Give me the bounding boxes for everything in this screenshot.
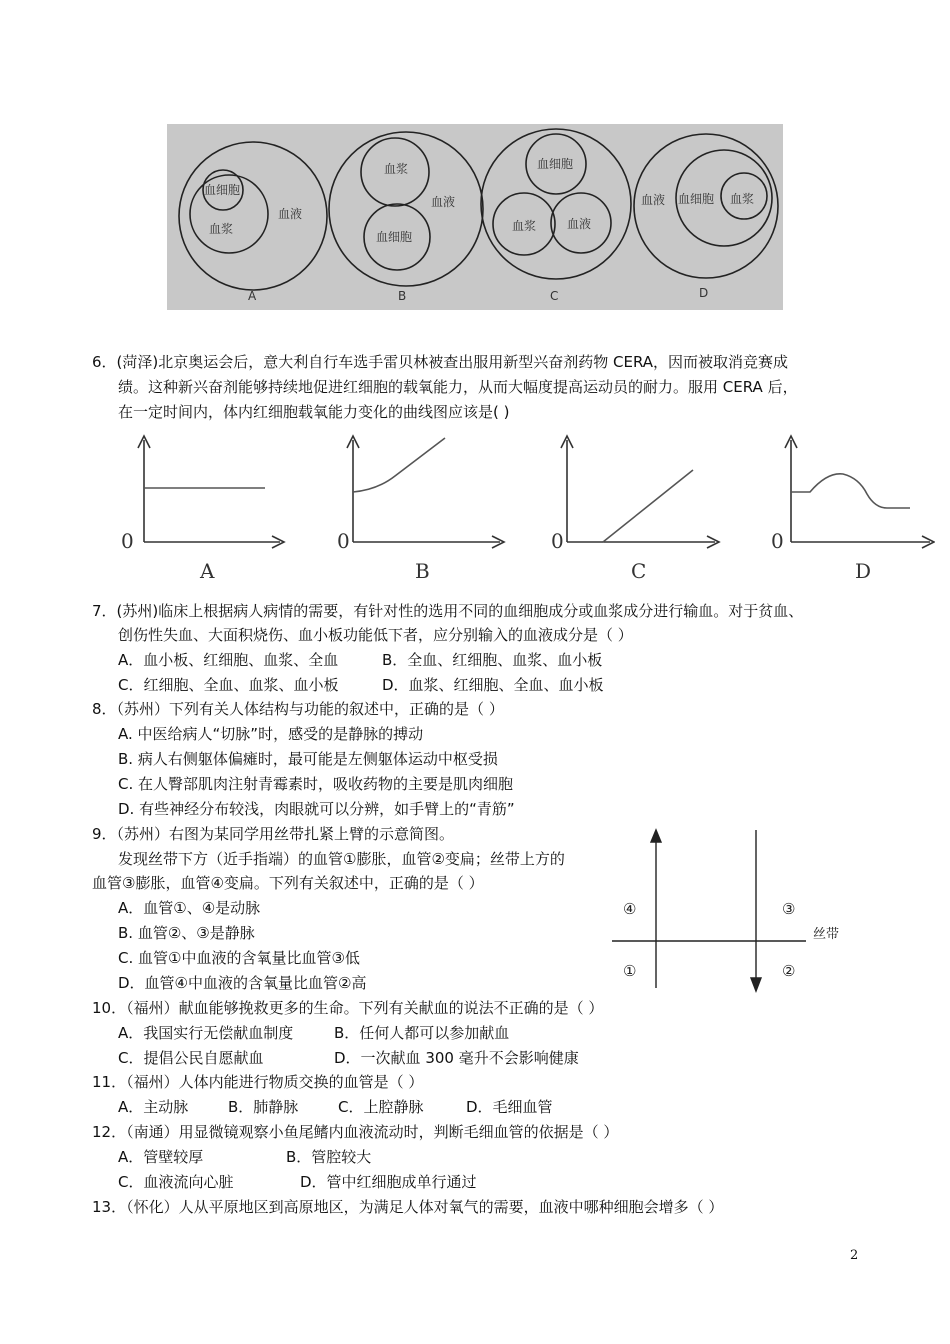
q8-option-a: A. 中医给病人“切脉”时，感受的是静脉的搏动 — [118, 725, 424, 743]
venn-a-cell-label: 血细胞 — [204, 183, 241, 197]
q9-arm-band-figure — [610, 826, 850, 996]
q10-option-c: C．提倡公民自愿献血 — [118, 1049, 264, 1067]
q9-option-a: A．血管①、④是动脉 — [118, 899, 261, 917]
q6-line-2: 绩。这种新兴奋剂能够持续地促进红细胞的载氧能力，从而大幅度提高运动员的耐力。服用 CERA 后， — [118, 378, 798, 396]
q12-option-a: A．管壁较厚 — [118, 1148, 204, 1166]
q9-line-1: 9．（苏州）右图为某同学用丝带扎紧上臂的示意简图。 — [92, 825, 455, 843]
venn-option-b: B — [398, 289, 407, 303]
q12-option-b: B．管腔较大 — [286, 1148, 372, 1166]
q12-option-d: D．管中红细胞成单行通过 — [300, 1173, 477, 1191]
graph-a-letter: A — [200, 559, 215, 583]
q7-line-2: 创伤性失血、大面积烧伤、血小板功能低下者，应分别输入的血液成分是（ ） — [118, 626, 633, 644]
q8-stem: 8．（苏州）下列有关人体结构与功能的叙述中，正确的是（ ） — [92, 700, 504, 718]
venn-a-plasma-label: 血浆 — [209, 222, 234, 236]
venn-a-blood-label: 血液 — [278, 207, 303, 221]
venn-c-blood-label: 血液 — [567, 217, 592, 231]
venn-diagram-figure — [167, 124, 783, 310]
q10-option-b: B．任何人都可以参加献血 — [334, 1024, 510, 1042]
vessel-4-label: ④ — [623, 900, 637, 918]
q7-option-d: D．血浆、红细胞、全血、血小板 — [382, 676, 604, 694]
q13-stem: 13．（怀化）人从平原地区到高原地区，为满足人体对氧气的需要，血液中哪种细胞会增多（ ） — [92, 1198, 724, 1216]
q10-option-a: A．我国实行无偿献血制度 — [118, 1024, 294, 1042]
graph-c-curve — [603, 470, 693, 542]
vessel-3-label: ③ — [782, 900, 796, 918]
q11-option-a: A．主动脉 — [118, 1098, 189, 1116]
q11-stem: 11．（福州）人体内能进行物质交换的血管是（ ） — [92, 1073, 424, 1091]
q6-graphs-svg — [115, 432, 935, 592]
venn-diagram-svg — [167, 124, 783, 310]
graph-a-origin: 0 — [121, 529, 134, 553]
venn-b-outer-circle — [329, 132, 483, 286]
q7-line-1: 7．(苏州)临床上根据病人病情的需要，有针对性的选用不同的血细胞成分或血浆成分进行输血。对于贫血、 — [92, 602, 804, 620]
venn-d-cell-label: 血细胞 — [678, 192, 715, 206]
silk-band-label: 丝带 — [813, 927, 840, 942]
vessel-left-arrow — [651, 830, 661, 842]
vessel-right-arrow — [751, 978, 761, 991]
q9-option-d: D．血管④中血液的含氧量比血管②高 — [118, 974, 367, 992]
graph-d-origin: 0 — [771, 529, 784, 553]
q9-line-2: 发现丝带下方（近手指端）的血管①膨胀，血管②变扁；丝带上方的 — [118, 850, 565, 868]
q11-option-b: B．肺静脉 — [228, 1098, 299, 1116]
venn-b-cell-label: 血细胞 — [376, 230, 413, 244]
q6-line-3: 在一定时间内，体内红细胞载氧能力变化的曲线图应该是( ) — [118, 403, 510, 421]
q12-option-c: C．血液流向心脏 — [118, 1173, 234, 1191]
q11-option-c: C．上腔静脉 — [338, 1098, 424, 1116]
q11-option-d: D．毛细血管 — [466, 1098, 553, 1116]
q12-stem: 12．（南通）用显微镜观察小鱼尾鳍内血液流动时，判断毛细血管的依据是（ ） — [92, 1123, 619, 1141]
vessel-1-label: ① — [623, 962, 637, 980]
q7-option-a: A．血小板、红细胞、血浆、全血 — [118, 651, 339, 669]
q7-option-c: C．红细胞、全血、血浆、血小板 — [118, 676, 339, 694]
graph-b-origin: 0 — [337, 529, 350, 553]
q9-option-c: C. 血管①中血液的含氧量比血管③低 — [118, 949, 360, 967]
venn-c-plasma-label: 血浆 — [512, 219, 537, 233]
venn-option-a: A — [248, 289, 257, 303]
venn-option-c: C — [550, 289, 559, 303]
graph-d-curve — [791, 474, 910, 508]
graph-c-origin: 0 — [551, 529, 564, 553]
graph-d-letter: D — [855, 559, 872, 583]
venn-b-blood-label: 血液 — [431, 195, 456, 209]
q8-option-d: D. 有些神经分布较浅，肉眼就可以分辨，如手臂上的“青筋” — [118, 800, 515, 818]
venn-d-blood-label: 血液 — [641, 193, 666, 207]
venn-c-outer-circle — [481, 129, 631, 279]
q9-line-3: 血管③膨胀，血管④变扁。下列有关叙述中，正确的是（ ） — [92, 874, 484, 892]
venn-b-plasma-label: 血浆 — [384, 162, 409, 176]
graph-b-letter: B — [415, 559, 430, 583]
q6-line-1: 6．(菏泽)北京奥运会后，意大利自行车选手雷贝林被查出服用新型兴奋剂药物 CERA，因而被取消竞赛成 — [92, 353, 789, 371]
vessel-2-label: ② — [782, 962, 796, 980]
graph-b-curve — [353, 438, 445, 492]
graph-c-letter: C — [631, 559, 647, 583]
q9-option-b: B. 血管②、③是静脉 — [118, 924, 255, 942]
q6-curve-graphs — [115, 432, 935, 592]
q10-option-d: D．一次献血 300 毫升不会影响健康 — [334, 1049, 579, 1067]
q8-option-b: B. 病人右侧躯体偏瘫时，最可能是左侧躯体运动中枢受损 — [118, 750, 498, 768]
venn-option-d: D — [699, 286, 709, 300]
q9-figure-svg — [610, 826, 850, 996]
page-number: 2 — [850, 1248, 859, 1263]
venn-a-outer-circle — [179, 142, 327, 290]
venn-c-cell-label: 血细胞 — [537, 157, 574, 171]
q7-option-b: B．全血、红细胞、血浆、血小板 — [382, 651, 603, 669]
q10-stem: 10．（福州）献血能够挽救更多的生命。下列有关献血的说法不正确的是（ ） — [92, 999, 604, 1017]
venn-d-plasma-label: 血浆 — [730, 192, 755, 206]
q8-option-c: C. 在人臀部肌肉注射青霉素时，吸收药物的主要是肌肉细胞 — [118, 775, 514, 793]
